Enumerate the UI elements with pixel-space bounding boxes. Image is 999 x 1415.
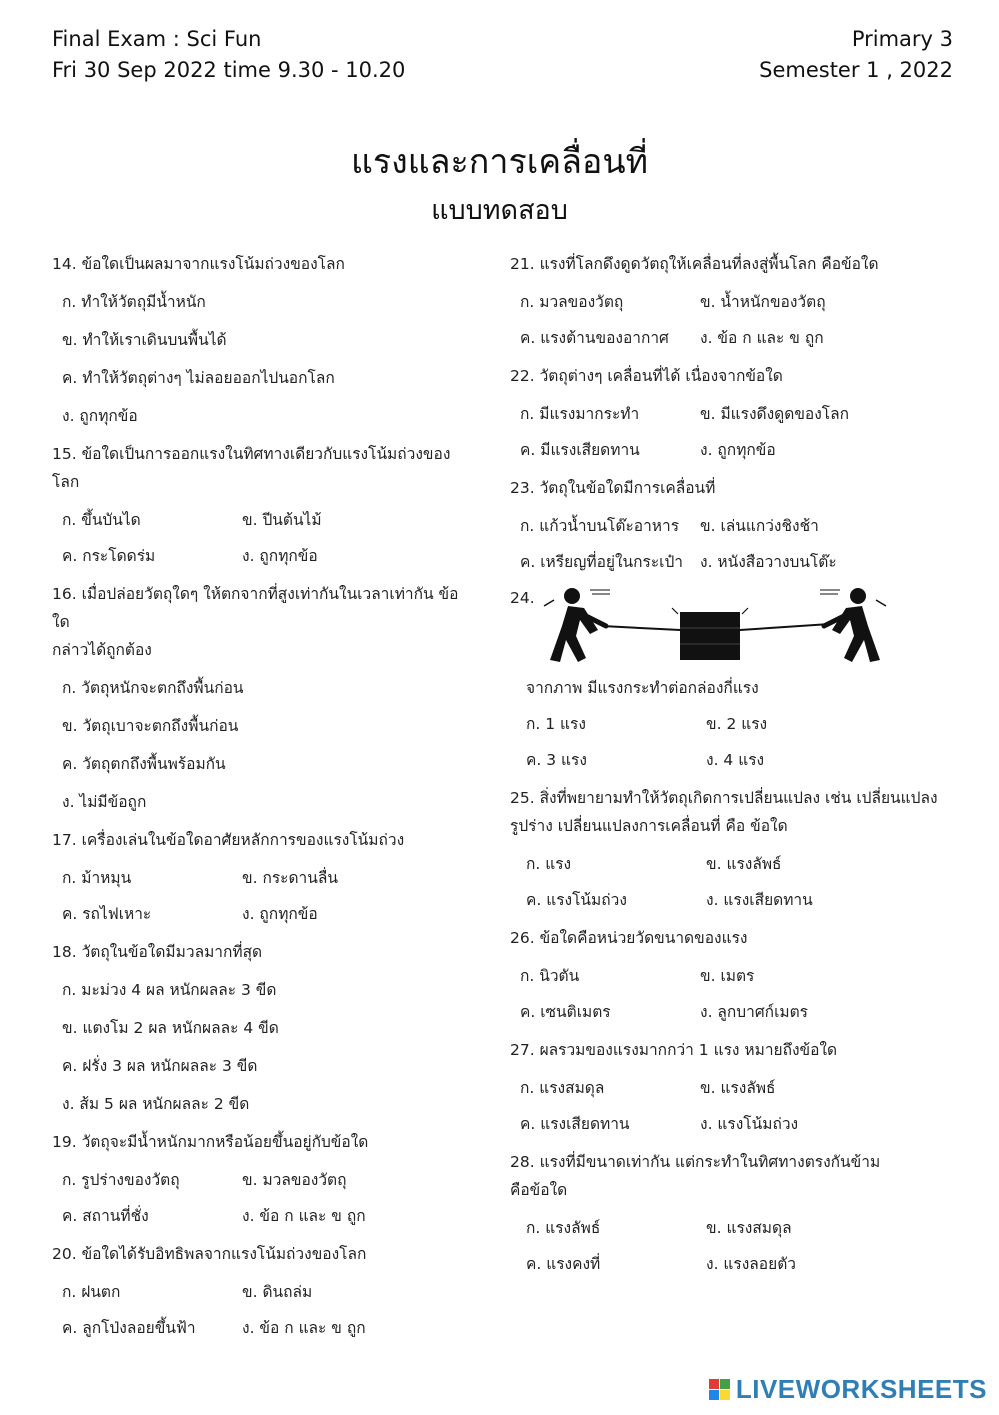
option-b[interactable]: ข. 2 แรง [706,715,768,733]
tug-of-war-illustration [540,586,900,666]
option-a[interactable]: ก. ทำให้วัตถุมีน้ำหนัก [62,293,206,311]
question-line-1: 25. สิ่งที่พยายามทำให้วัตถุเกิดการเปลี่ยนแปลง เช่น เปลี่ยนแปลง [510,789,938,807]
option-d[interactable]: ง. 4 แรง [706,751,765,769]
header-left [52,24,405,86]
option-d[interactable]: ง. หนังสือวางบนโต๊ะ [700,553,837,571]
option-b[interactable]: ข. ดินถล่ม [242,1283,313,1301]
option-b[interactable]: ข. เล่นแกว่งชิงช้า [700,517,819,535]
question-16 [52,580,472,816]
question-17 [52,826,472,928]
question-28 [510,1148,950,1278]
option-a[interactable]: ก. มีแรงมากระทำ [520,405,640,423]
option-b[interactable]: ข. แรงลัพธ์ [706,855,782,873]
option-b[interactable]: ข. น้ำหนักของวัตถุ [700,293,826,311]
option-c[interactable]: ค. รถไฟเหาะ [62,905,152,923]
question-text: 18. วัตถุในข้อใดมีมวลมากที่สุด [52,943,263,961]
question-text: 26. ข้อใดคือหน่วยวัดขนาดของแรง [510,929,748,947]
question-text: 21. แรงที่โลกดึงดูดวัตถุให้เคลื่อนที่ลงสู่พื้นโลก คือข้อใด [510,255,879,273]
question-text: 14. ข้อใดเป็นผลมาจากแรงโน้มถ่วงของโลก [52,255,345,273]
left-person-figure [544,588,610,662]
option-c[interactable]: ค. เซนติเมตร [520,1003,611,1021]
question-19 [52,1128,472,1230]
option-a[interactable]: ก. มะม่วง 4 ผล หนักผลละ 3 ขีด [62,981,277,999]
option-a[interactable]: ก. นิวตัน [520,967,580,985]
question-line-1: 28. แรงที่มีขนาดเท่ากัน แต่กระทำในทิศทางตรงกันข้าม [510,1153,881,1171]
question-text: 19. วัตถุจะมีน้ำหนักมากหรือน้อยขึ้นอยู่กับข้อใด [52,1133,369,1151]
page-subtitle: แบบทดสอบ [431,195,568,226]
option-a[interactable]: ก. แก้วน้ำบนโต๊ะอาหาร [520,517,680,535]
option-c[interactable]: ค. เหรียญที่อยู่ในกระเป๋า [520,553,683,571]
option-c[interactable]: ค. แรงโน้มถ่วง [526,891,627,909]
question-22 [510,362,950,464]
question-text: 17. เครื่องเล่นในข้อใดอาศัยหลักการของแรงโน้มถ่วง [52,831,405,849]
header-right [759,24,953,86]
question-text: จากภาพ มีแรงกระทำต่อกล่องกี่แรง [526,679,759,697]
question-line-2: กล่าวได้ถูกต้อง [52,641,152,659]
option-b[interactable]: ข. กระดานลื่น [242,869,338,887]
question-text: 27. ผลรวมของแรงมากกว่า 1 แรง หมายถึงข้อใด [510,1041,838,1059]
option-d[interactable]: ง. แรงโน้มถ่วง [700,1115,799,1133]
option-d[interactable]: ง. ไม่มีข้อถูก [62,793,147,811]
option-b[interactable]: ข. มีแรงดึงดูดของโลก [700,405,849,423]
option-d[interactable]: ง. ถูกทุกข้อ [242,905,318,923]
question-text [52,580,472,664]
question-23 [510,474,950,576]
watermark-brand: LIVEWORKSHEETS [735,1374,987,1404]
option-a[interactable]: ก. รูปร่างของวัตถุ [62,1171,180,1189]
option-b[interactable]: ข. แรงสมดุล [706,1219,792,1237]
question-20 [52,1240,472,1342]
exam-date: Fri 30 Sep 2022 time 9.30 - 10.20 [52,58,406,82]
option-d[interactable]: ง. ข้อ ก และ ข ถูก [242,1207,366,1225]
option-d[interactable]: ง. แรงลอยตัว [706,1255,796,1273]
option-c[interactable]: ค. สถานที่ชั่ง [62,1207,149,1225]
option-a[interactable]: ก. ม้าหมุน [62,869,132,887]
option-c[interactable]: ค. ฝรั่ง 3 ผล หนักผลละ 3 ขีด [62,1057,258,1075]
option-d[interactable]: ง. ถูกทุกข้อ [62,407,138,425]
right-column [510,250,950,1288]
exam-title: Final Exam : Sci Fun [52,27,262,51]
option-d[interactable]: ง. ข้อ ก และ ข ถูก [700,329,824,347]
option-b[interactable]: ข. มวลของวัตถุ [242,1171,347,1189]
question-text: 15. ข้อใดเป็นการออกแรงในทิศทางเดียวกับแรงโน้มถ่วงของโลก [52,445,451,491]
option-d[interactable]: ง. แรงเสียดทาน [706,891,813,909]
question-24 [510,586,950,774]
question-14 [52,250,472,430]
rope-right [740,624,830,630]
option-a[interactable]: ก. แรงสมดุล [520,1079,605,1097]
option-c[interactable]: ค. กระโดดร่ม [62,547,156,565]
question-text: 23. วัตถุในข้อใดมีการเคลื่อนที่ [510,479,716,497]
question-18 [52,938,472,1118]
question-line-1: 16. เมื่อปล่อยวัตถุใดๆ ให้ตกจากที่สูงเท่ากันในเวลาเท่ากัน ข้อใด [52,585,459,631]
option-b[interactable]: ข. วัตถุเบาจะตกถึงพื้นก่อน [62,717,239,735]
option-a[interactable]: ก. 1 แรง [526,715,586,733]
option-b[interactable]: ข. ทำให้เราเดินบนพื้นได้ [62,331,227,349]
rope-left [602,626,680,630]
option-c[interactable]: ค. มีแรงเสียดทาน [520,441,640,459]
option-b[interactable]: ข. ปีนต้นไม้ [242,511,322,529]
option-d[interactable]: ง. ถูกทุกข้อ [242,547,318,565]
page-title: แรงและการเคลื่อนที่ [350,142,648,182]
question-text [510,784,950,840]
option-b[interactable]: ข. เมตร [700,967,755,985]
option-a[interactable]: ก. วัตถุหนักจะตกถึงพื้นก่อน [62,679,244,697]
option-a[interactable]: ก. มวลของวัตถุ [520,293,624,311]
option-c[interactable]: ค. แรงเสียดทาน [520,1115,630,1133]
option-c[interactable]: ค. วัตถุตกถึงพื้นพร้อมกัน [62,755,226,773]
option-a[interactable]: ก. แรงลัพธ์ [526,1219,601,1237]
box-figure [672,608,748,660]
right-person-figure [820,588,886,662]
question-27 [510,1036,950,1138]
question-line-2: คือข้อใด [510,1181,568,1199]
grade-level: Primary 3 [851,27,953,51]
option-b[interactable]: ข. แรงลัพธ์ [700,1079,776,1097]
option-d[interactable]: ง. ส้ม 5 ผล หนักผลละ 2 ขีด [62,1095,250,1113]
option-a[interactable]: ก. ขึ้นบันได [62,511,141,529]
liveworksheets-watermark [709,1374,987,1405]
option-d[interactable]: ง. ลูกบาศก์เมตร [700,1003,808,1021]
semester: Semester 1 , 2022 [759,58,953,82]
question-15 [52,440,472,570]
option-a[interactable]: ก. ฝนตก [62,1283,121,1301]
question-25 [510,784,950,914]
question-line-2: รูปร่าง เปลี่ยนแปลงการเคลื่อนที่ คือ ข้อใด [510,817,788,835]
option-c[interactable]: ค. 3 แรง [526,751,587,769]
option-c[interactable]: ค. แรงคงที่ [526,1255,601,1273]
question-text: 20. ข้อใดได้รับอิทธิพลจากแรงโน้มถ่วงของโลก [52,1245,367,1263]
liveworksheets-logo-icon [709,1379,730,1400]
option-d[interactable]: ง. ข้อ ก และ ข ถูก [242,1319,366,1337]
option-a[interactable]: ก. แรง [526,855,572,873]
option-d[interactable]: ง. ถูกทุกข้อ [700,441,776,459]
question-21 [510,250,950,352]
option-c[interactable]: ค. แรงต้านของอากาศ [520,329,669,347]
question-number: 24. [510,589,535,607]
option-c[interactable]: ค. ทำให้วัตถุต่างๆ ไม่ลอยออกไปนอกโลก [62,369,335,387]
option-b[interactable]: ข. แตงโม 2 ผล หนักผลละ 4 ขีด [62,1019,279,1037]
left-column [52,250,472,1352]
question-text: 22. วัตถุต่างๆ เคลื่อนที่ได้ เนื่องจากข้อใด [510,367,783,385]
question-text [510,1148,950,1204]
question-26 [510,924,950,1026]
option-c[interactable]: ค. ลูกโป่งลอยขึ้นฟ้า [62,1319,196,1337]
